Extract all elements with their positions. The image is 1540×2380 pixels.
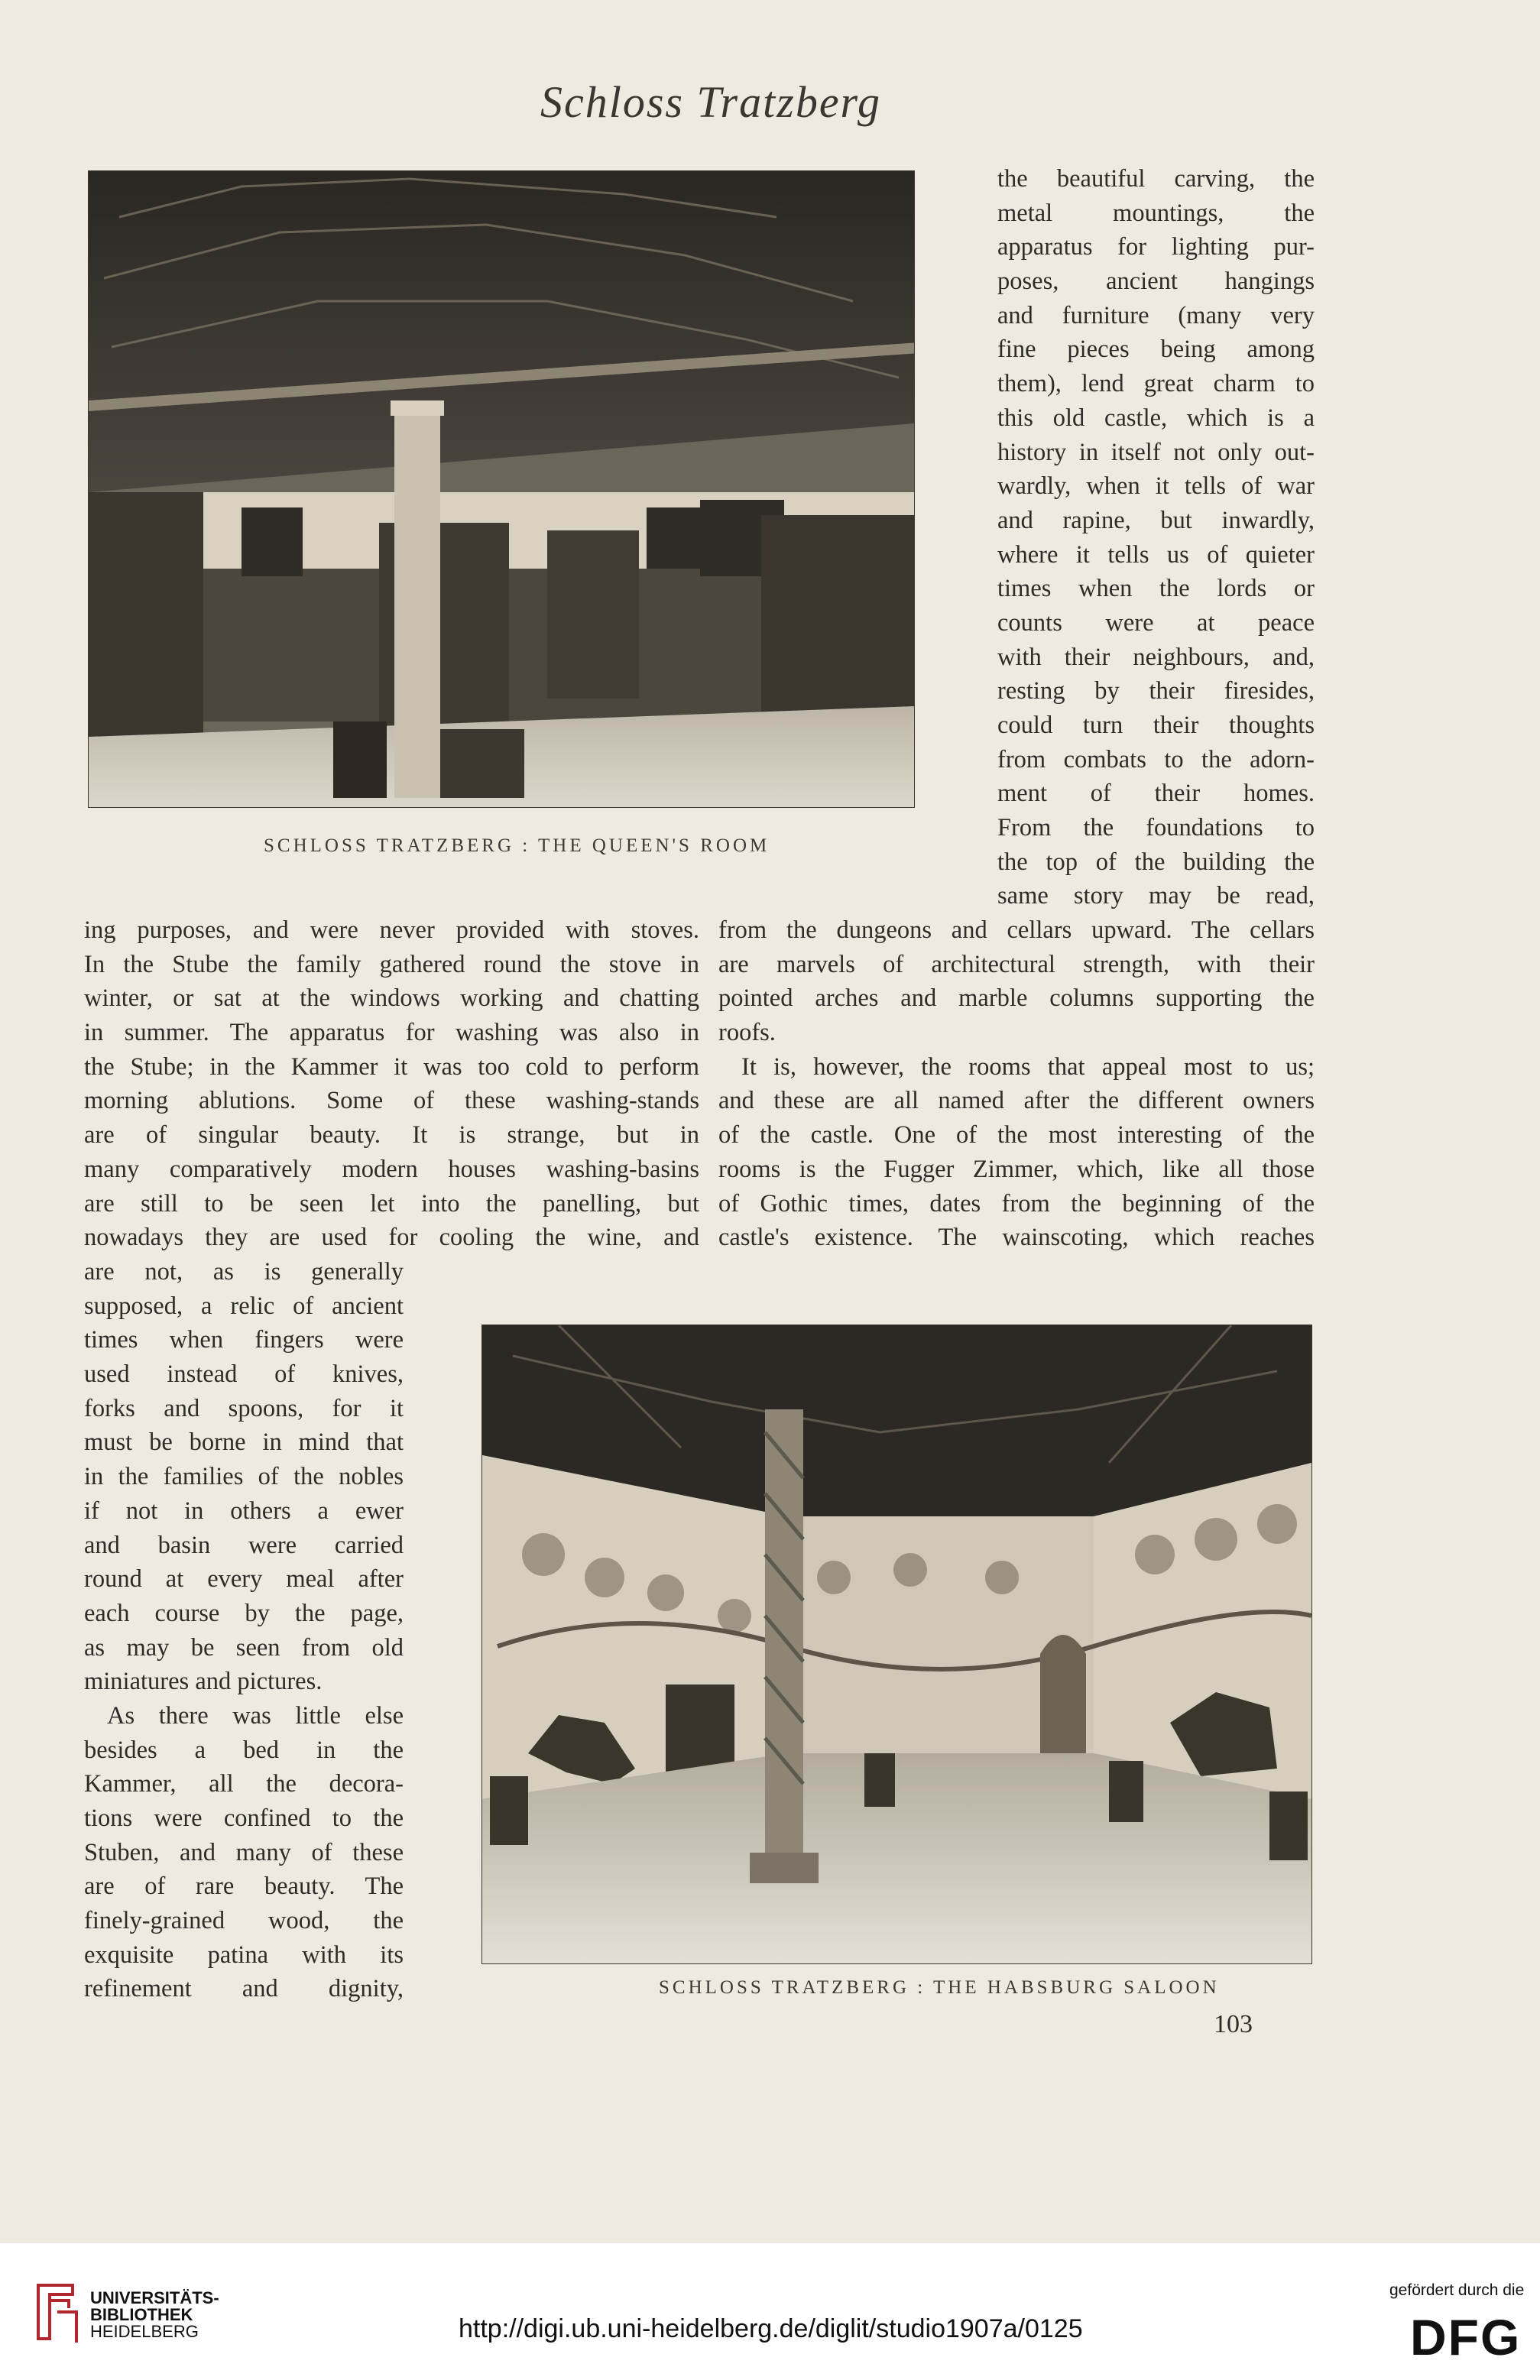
text-line: resting by their firesides, <box>997 677 1315 705</box>
text-line: from combats to the adorn- <box>997 745 1315 773</box>
text-line: In the Stube the family gathered round the stove in <box>84 950 699 978</box>
text-line: and rapine, but inwardly, <box>997 506 1315 534</box>
text-line: poses, ancient hangings <box>997 268 1315 296</box>
text-line: As there was little else <box>107 1701 404 1730</box>
text-line: with their neighbours, and, <box>997 643 1315 671</box>
text-line: are of rare beauty. The <box>84 1873 404 1901</box>
source-url-link[interactable]: http://digi.ub.uni-heidelberg.de/diglit/studio1907a/0125 <box>459 2314 1083 2343</box>
text-line: many comparatively modern houses washing-basins <box>84 1155 699 1183</box>
text-line: morning ablutions. Some of these washing-stands <box>84 1087 699 1115</box>
text-line: Kammer, all the decora- <box>84 1770 404 1798</box>
text-line: exquisite patina with its <box>84 1941 404 1969</box>
text-line: tions were confined to the <box>84 1804 404 1832</box>
text-line: must be borne in mind that <box>84 1428 404 1457</box>
text-line: ing purposes, and were never provided with stoves. <box>84 916 699 944</box>
text-line: same story may be read, <box>997 882 1315 910</box>
text-line: are not, as is generally <box>84 1258 404 1286</box>
text-line: the beautiful carving, the <box>997 165 1315 193</box>
text-line: rooms is the Fugger Zimmer, which, like all those <box>718 1155 1315 1183</box>
text-line: could turn their thoughts <box>997 712 1315 739</box>
text-line: and these are all named after the different owners <box>718 1087 1315 1115</box>
text-line: refinement and dignity, <box>84 1975 404 2003</box>
text-line: supposed, a relic of ancient <box>84 1292 404 1320</box>
text-line: where it tells us of quieter <box>997 540 1315 569</box>
stone-column <box>394 400 440 798</box>
text-line: round at every meal after <box>84 1565 404 1594</box>
page-number: 103 <box>1214 2010 1253 2038</box>
text-line: used instead of knives, <box>84 1360 404 1389</box>
text-line: if not in others a ewer <box>84 1496 404 1525</box>
text-line: them), lend great charm to <box>997 370 1315 398</box>
text-line: It is, however, the rooms that appeal most to us; <box>741 1052 1315 1081</box>
funding-note: gefördert durch die <box>1389 2281 1525 2299</box>
text-line: miniatures and pictures. <box>84 1668 323 1696</box>
text-line: finely-grained wood, the <box>84 1907 404 1935</box>
habsburg-saloon-photo <box>481 1325 1312 1964</box>
university-library-logo <box>31 2278 84 2346</box>
text-line: are still to be seen let into the panelling, but <box>84 1189 699 1218</box>
portrait-painting <box>242 507 303 576</box>
text-line: are marvels of architectural strength, with their <box>718 950 1315 978</box>
text-line: times when fingers were <box>84 1326 404 1354</box>
queens-room-photo <box>88 170 915 808</box>
queens-room-illustration <box>89 171 914 807</box>
text-line: roofs. <box>718 1019 776 1047</box>
text-line: counts were at peace <box>997 608 1315 637</box>
text-line: and furniture (many very <box>997 301 1315 329</box>
text-line: times when the lords or <box>997 575 1315 603</box>
left-column-bottom <box>84 1255 404 2006</box>
library-name-line: BIBLIOTHEK <box>90 2305 193 2324</box>
text-line: From the foundations to <box>997 814 1315 842</box>
arched-doorway <box>1040 1635 1086 1753</box>
text-line: pointed arches and marble columns supporting the <box>718 984 1315 1013</box>
text-line: metal mountings, the <box>997 199 1315 227</box>
text-line: wardly, when it tells of war <box>997 472 1315 501</box>
right-column-middle <box>718 913 1315 1255</box>
text-line: of Gothic times, dates from the beginning of the <box>718 1189 1315 1218</box>
carved-cabinet <box>89 492 203 737</box>
text-line: the Stube; in the Kammer it was too cold to perform <box>84 1052 699 1081</box>
text-line: are of singular beauty. It is strange, but in <box>84 1121 699 1149</box>
text-line: Stuben, and many of these <box>84 1838 404 1866</box>
text-line: this old castle, which is a <box>997 404 1315 432</box>
page-title: Schloss Tratzberg <box>540 77 881 127</box>
text-line: apparatus for lighting pur- <box>997 233 1315 261</box>
text-line: each course by the page, <box>84 1599 404 1627</box>
library-name-line: UNIVERSITÄTS- <box>90 2288 219 2307</box>
text-line: castle's existence. The wainscoting, which reaches <box>718 1224 1315 1252</box>
text-line: history in itself not only out- <box>997 438 1315 466</box>
queens-room-caption: SCHLOSS TRATZBERG : THE QUEEN'S ROOM <box>264 835 770 856</box>
text-line: the top of the building the <box>997 848 1315 876</box>
text-line: forks and spoons, for it <box>84 1394 404 1422</box>
library-name-line: HEIDELBERG <box>90 2322 199 2341</box>
library-name <box>90 2290 219 2340</box>
text-line: and basin were carried <box>84 1531 404 1559</box>
text-line: nowadays they are used for cooling the wine, and <box>84 1224 699 1252</box>
right-column-top <box>997 162 1315 913</box>
habsburg-saloon-caption: SCHLOSS TRATZBERG : THE HABSBURG SALOON <box>659 1977 1220 1998</box>
text-line: of the castle. One of the most interesting of the <box>718 1121 1315 1149</box>
text-line: besides a bed in the <box>84 1736 404 1764</box>
dfg-logo: DFG <box>1410 2309 1522 2365</box>
text-line: in summer. The apparatus for washing was also in <box>84 1019 699 1047</box>
text-line: from the dungeons and cellars upward. The cellars <box>718 916 1315 944</box>
digitization-footer <box>0 2243 1540 2380</box>
left-column-middle <box>84 913 699 1255</box>
text-line: in the families of the nobles <box>84 1463 404 1491</box>
habsburg-saloon-illustration <box>482 1325 1311 1963</box>
text-line: fine pieces being among <box>997 336 1315 364</box>
text-line: ment of their homes. <box>997 780 1315 808</box>
text-line: as may be seen from old <box>84 1633 404 1662</box>
text-line: winter, or sat at the windows working and chatting <box>84 984 699 1013</box>
